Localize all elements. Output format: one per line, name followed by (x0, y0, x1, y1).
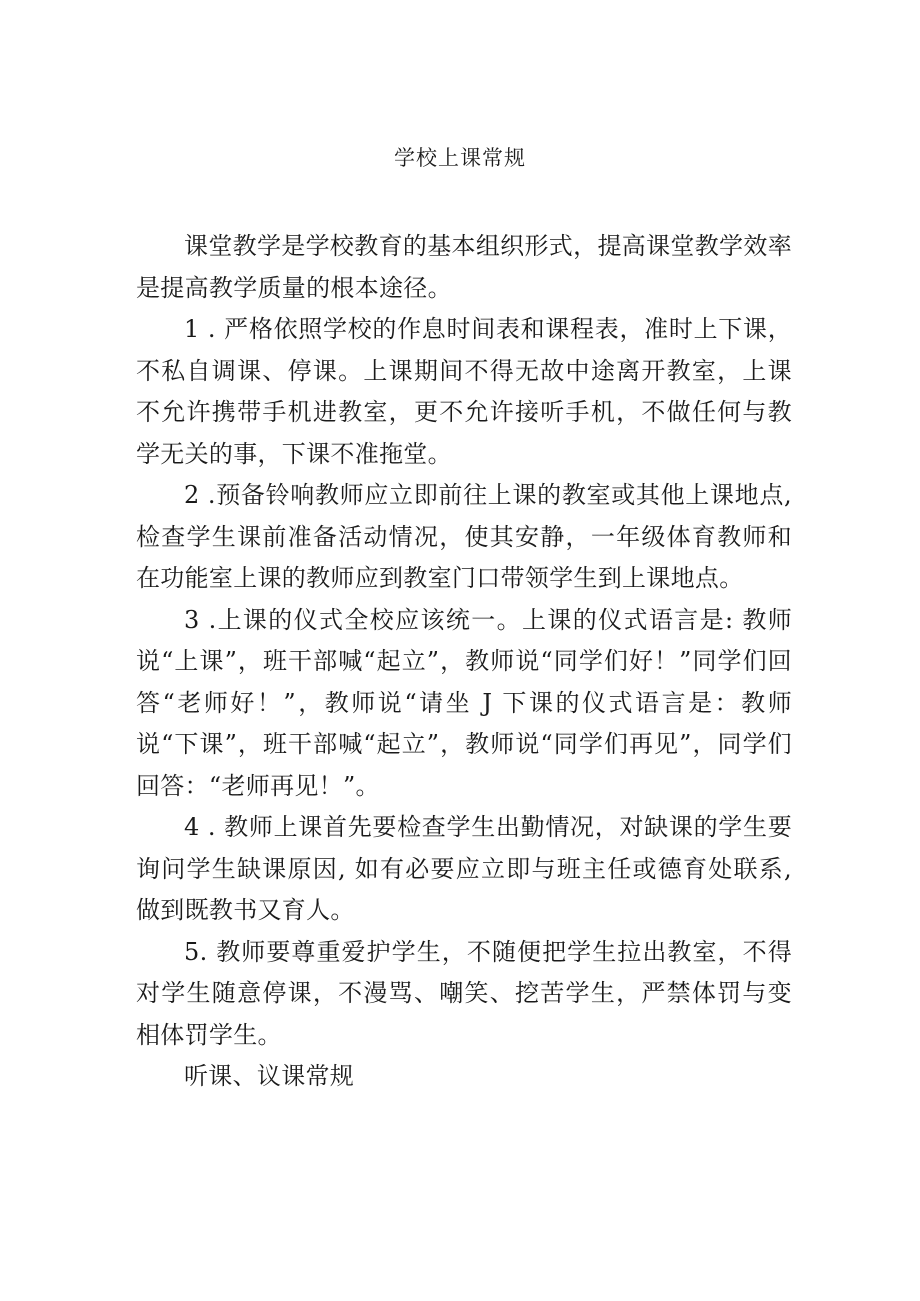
rule-2-paragraph: 2 .预备铃响教师应立即前往上课的教室或其他上课地点, 检查学生课前准备活动情况，使其安静，一年级体育教师和在功能室上课的教师应到教室门口带领学生到上课地点。 (136, 481, 792, 592)
rule-5-paragraph: 5. 教师要尊重爱护学生，不随便把学生拉出教室，不得对学生随意停课，不漫骂、嘲笑、挖苦学生，严禁体罚与变相体罚学生。 (136, 937, 792, 1049)
intro-paragraph: 课堂教学是学校教育的基本组织形式，提高课堂教学效率是提高教学质量的根本途径。 (136, 232, 792, 302)
rule-4-paragraph: 4 . 教师上课首先要检查学生出勤情况，对缺课的学生要询问学生缺课原因, 如有必要应立即与班主任或德育处联系, 做到既教书又育人。 (136, 813, 792, 924)
rule-1-paragraph: 1 . 严格依照学校的作息时间表和课程表，准时上下课，不私自调课、停课。上课期间不得无故中途离开教室，上课不允许携带手机进教室，更不允许接听手机，不做任何与教学无关的事，下课不准拖堂。 (136, 315, 792, 468)
document-title: 学校上课常规 (394, 146, 526, 170)
section-heading: 听课、议课常规 (184, 1062, 355, 1090)
rule-3-paragraph: 3 .上课的仪式全校应该统一。上课的仪式语言是: 教师说“上课”，班干部喊“起立”，教师说“同学们好！”同学们回答“老师好！”，教师说“请坐 J 下课的仪式语言是：教师说“下课”，班干部喊“起立”，教师说“同学们再见”，同学们回答：“老师再见！”。 (136, 605, 792, 800)
document-body (136, 226, 792, 1098)
